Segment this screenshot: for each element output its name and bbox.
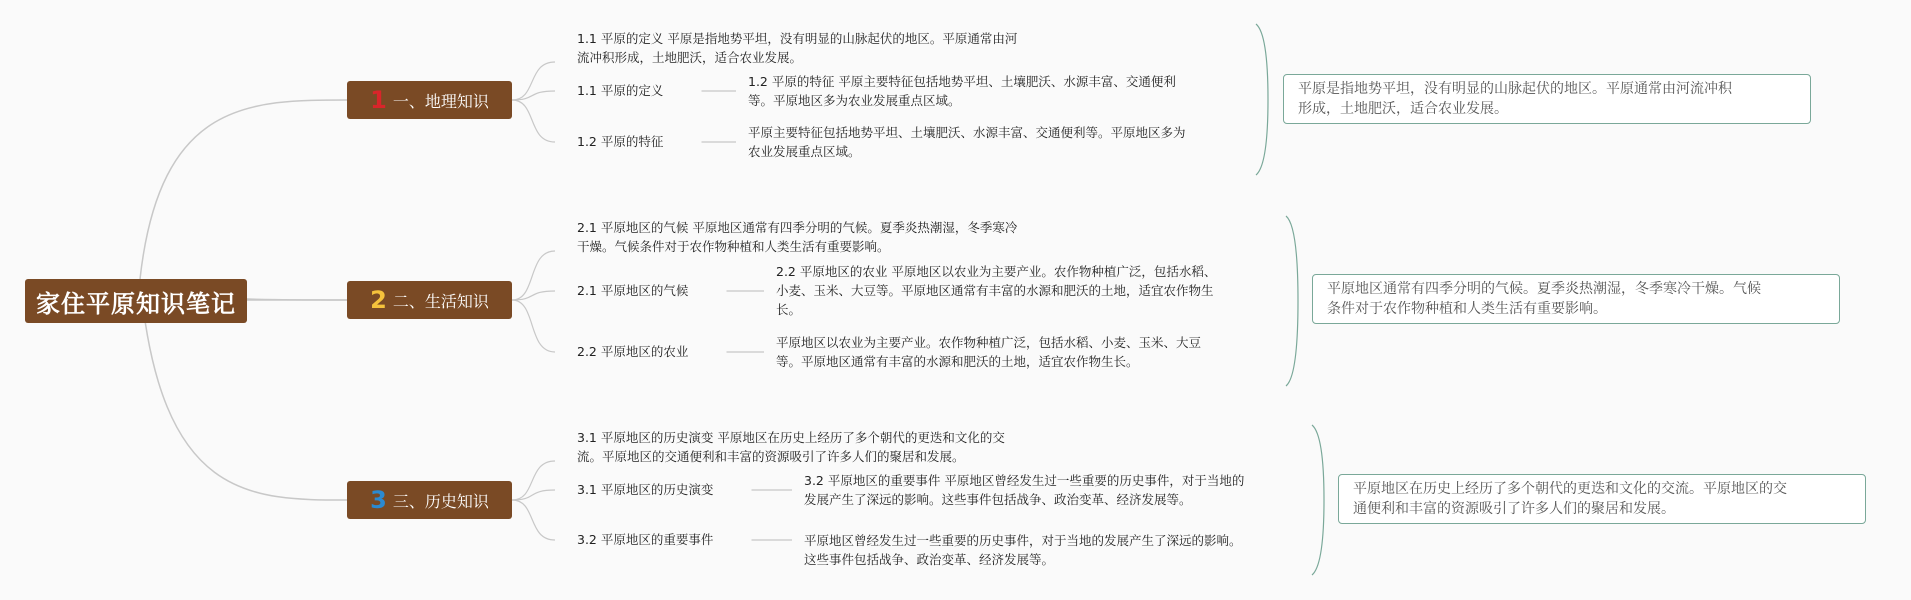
branch-number: 2 — [370, 286, 387, 314]
branch-label: 二、生活知识 — [392, 291, 489, 311]
summary-bracket — [1312, 425, 1324, 575]
text-line: 等。平原地区通常有丰富的水源和肥沃的土地，适宜农作物生长。 — [776, 354, 1139, 369]
text-line: 流冲积形成，土地肥沃，适合农业发展。 — [577, 50, 803, 65]
text-line: 干燥。气候条件对于农作物种植和人类生活有重要影响。 — [577, 239, 890, 254]
text-line: 1.2 平原的特征 平原主要特征包括地势平坦、土壤肥沃、水源丰富、交通便利 — [748, 74, 1176, 89]
sub-label[interactable]: 3.1 平原地区的历史演变 — [577, 482, 714, 497]
text-line: 平原地区通常有四季分明的气候。夏季炎热潮湿，冬季寒冷干燥。气候 — [1327, 281, 1761, 297]
summary-text — [577, 428, 1005, 466]
branch-label: 一、地理知识 — [392, 91, 489, 111]
text-line: 等。平原地区多为农业发展重点区域。 — [748, 93, 961, 108]
summary-note — [1283, 74, 1811, 124]
text-line: 平原地区在历史上经历了多个朝代的更迭和文化的交流。平原地区的交 — [1353, 481, 1787, 497]
branch-node-2[interactable] — [347, 281, 512, 319]
sub-label[interactable]: 3.2 平原地区的重要事件 — [577, 532, 714, 547]
text-line: 平原主要特征包括地势平坦、土壤肥沃、水源丰富、交通便利等。平原地区多为 — [748, 125, 1186, 140]
sub-label[interactable]: 2.2 平原地区的农业 — [577, 344, 689, 359]
branch-child-link — [512, 251, 555, 300]
summary-bracket — [1286, 216, 1298, 386]
text-line: 2.2 平原地区的农业 平原地区以农业为主要产业。农作物种植广泛，包括水稻、 — [776, 264, 1217, 279]
text-line: 流。平原地区的交通便利和丰富的资源吸引了许多人们的聚居和发展。 — [577, 449, 965, 464]
summary-note — [1312, 274, 1840, 324]
summary-note — [1338, 474, 1866, 524]
sub-text — [776, 333, 1201, 371]
text-line: 平原是指地势平坦，没有明显的山脉起伏的地区。平原通常由河流冲积 — [1298, 81, 1732, 97]
root-branch-link — [140, 100, 347, 279]
text-line: 小麦、玉米、大豆等。平原地区通常有丰富的水源和肥沃的土地，适宜农作物生 — [776, 283, 1214, 298]
summary-bracket — [1256, 24, 1268, 175]
text-line: 平原地区以农业为主要产业。农作物种植广泛，包括水稻、小麦、玉米、大豆 — [776, 335, 1202, 350]
text-line: 平原地区曾经发生过一些重要的历史事件，对于当地的发展产生了深远的影响。 — [804, 533, 1242, 548]
root-node[interactable]: 家住平原知识笔记 — [25, 279, 247, 323]
text-line: 形成，土地肥沃，适合农业发展。 — [1298, 101, 1508, 117]
text-line: 通便利和丰富的资源吸引了许多人们的聚居和发展。 — [1353, 501, 1675, 517]
text-line: 这些事件包括战争、政治变革、经济发展等。 — [804, 552, 1055, 567]
branch-label: 三、历史知识 — [392, 491, 489, 511]
branch-child-link — [512, 100, 555, 142]
branch-node-1[interactable] — [347, 81, 512, 119]
sub-text — [804, 531, 1242, 569]
sub-text — [748, 72, 1176, 110]
summary-text — [577, 218, 1017, 256]
text-line: 1.1 平原的定义 平原是指地势平坦，没有明显的山脉起伏的地区。平原通常由河 — [577, 31, 1018, 46]
branch-node-3[interactable] — [347, 481, 512, 519]
text-line: 3.2 平原地区的重要事件 平原地区曾经发生过一些重要的历史事件，对于当地的 — [804, 473, 1245, 488]
sub-label[interactable]: 1.2 平原的特征 — [577, 134, 664, 149]
text-line: 发展产生了深远的影响。这些事件包括战争、政治变革、经济发展等。 — [804, 492, 1192, 507]
branch-child-link — [512, 500, 555, 540]
branch-number: 1 — [370, 86, 387, 114]
sub-label[interactable]: 1.1 平原的定义 — [577, 83, 664, 98]
sub-label[interactable]: 2.1 平原地区的气候 — [577, 283, 689, 298]
sub-text — [748, 123, 1186, 161]
text-line: 农业发展重点区域。 — [748, 144, 861, 159]
text-line: 3.1 平原地区的历史演变 平原地区在历史上经历了多个朝代的更迭和文化的交 — [577, 430, 1005, 445]
branch-child-link — [512, 300, 555, 352]
branch-number: 3 — [370, 486, 387, 514]
text-line: 2.1 平原地区的气候 平原地区通常有四季分明的气候。夏季炎热潮湿，冬季寒冷 — [577, 220, 1018, 235]
text-line: 条件对于农作物种植和人类生活有重要影响。 — [1327, 301, 1607, 317]
text-line: 长。 — [776, 302, 802, 317]
sub-text — [804, 471, 1244, 509]
sub-text — [776, 262, 1216, 319]
summary-text — [577, 29, 1017, 67]
